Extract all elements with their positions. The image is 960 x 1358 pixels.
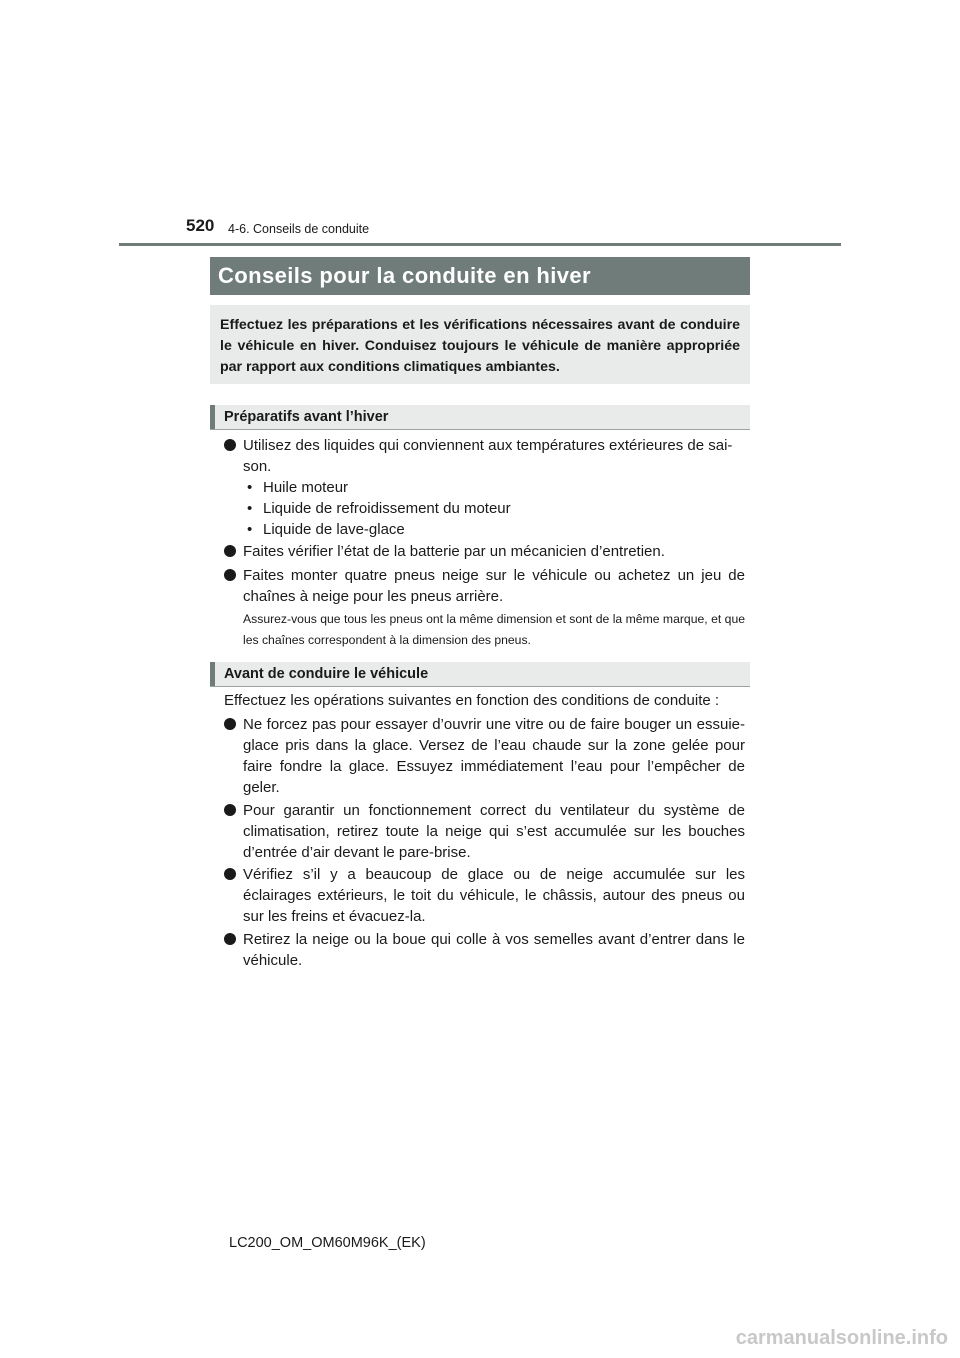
sub-item [243, 519, 405, 540]
footer-code: LC200_OM_OM60M96K_(EK) [229, 1235, 426, 1251]
section-heading-preparatifs [210, 405, 750, 429]
bullet-point-icon: • [247, 479, 253, 496]
section-heading-label: Préparatifs avant l’hiver [224, 409, 389, 425]
bullet-dot-icon [224, 804, 236, 816]
sub-item-label: Liquide de lave-glace [263, 521, 405, 538]
watermark: carmanualsonline.info [735, 1327, 948, 1349]
bullet-line: Utilisez des liquides qui conviennent aux températures extérieures de sai- [243, 437, 733, 454]
lead-text: Effectuez les opérations suivantes en fonction des conditions de conduite : [224, 692, 720, 709]
section-heading-avant-conduire [210, 662, 750, 686]
sub-item-label: Huile moteur [263, 479, 349, 496]
page-number: 520 [186, 216, 215, 235]
bullet-point-icon: • [247, 500, 253, 517]
bullet-text-batterie: Faites vérifier l’état de la batterie par un mécanicien d’entretien. [243, 543, 665, 560]
bullet-dot-icon [224, 933, 236, 945]
bullet-dot-icon [224, 569, 236, 581]
sub-item [243, 498, 511, 519]
bullet-text-ventilateur: Pour garantir un fonctionnement correct du ventilateur du système de climatisation, retirez toute la neige qui s’est accumulée sur les bouches d’entrée d’air devant le pare-brise. [243, 802, 745, 861]
bullet-dot-icon [224, 718, 236, 730]
bullet-text-pneus: Faites monter quatre pneus neige sur le véhicule ou achetez un jeu de chaînes à neige pour les pneus arrière. [243, 567, 745, 605]
section-heading-rule [210, 429, 750, 430]
bullet-point-icon: • [247, 521, 253, 538]
sub-item [243, 477, 348, 498]
intro-text: Effectuez les préparations et les vérifications nécessaires avant de conduire le véhicule en hiver. Conduisez toujours le véhicule de manière appropriée par rapport aux conditions climatiques ambiantes. [220, 317, 740, 375]
bullet-text-glace: Vérifiez s’il y a beaucoup de glace ou de neige accumulée sur les éclairages extérieurs, le toit du véhicule, le châssis, autour des pneus ou sur les freins et évacuez-la. [243, 866, 745, 925]
section-label: 4-6. Conseils de conduite [228, 222, 370, 236]
intro-box [210, 305, 750, 384]
header-divider [119, 243, 841, 246]
page-title: Conseils pour la conduite en hiver [210, 257, 750, 295]
section-heading-label: Avant de conduire le véhicule [224, 666, 429, 682]
note-text: Assurez-vous que tous les pneus ont la même dimension et sont de la même marque, et que les chaînes correspondent à la dimension des pneus. [243, 612, 745, 647]
bullet-dot-icon [224, 439, 236, 451]
bullet-text-semelles: Retirez la neige ou la boue qui colle à vos semelles avant d’entrer dans le véhicule. [243, 931, 745, 969]
bullet-dot-icon [224, 868, 236, 880]
bullet-text-liquides [243, 435, 745, 477]
section-heading-rule [210, 686, 750, 687]
bullet-dot-icon [224, 545, 236, 557]
sub-item-label: Liquide de refroidissement du moteur [263, 500, 511, 517]
bullet-line: son. [243, 458, 272, 475]
bullet-text-vitre: Ne forcez pas pour essayer d’ouvrir une vitre ou de faire bouger un essuie-glace pris dans la glace. Versez de l’eau chaude sur la zone gelée pour faire fondre la glace. Essuyez immédiatement l’eau pour l’empêcher de geler. [243, 716, 745, 796]
